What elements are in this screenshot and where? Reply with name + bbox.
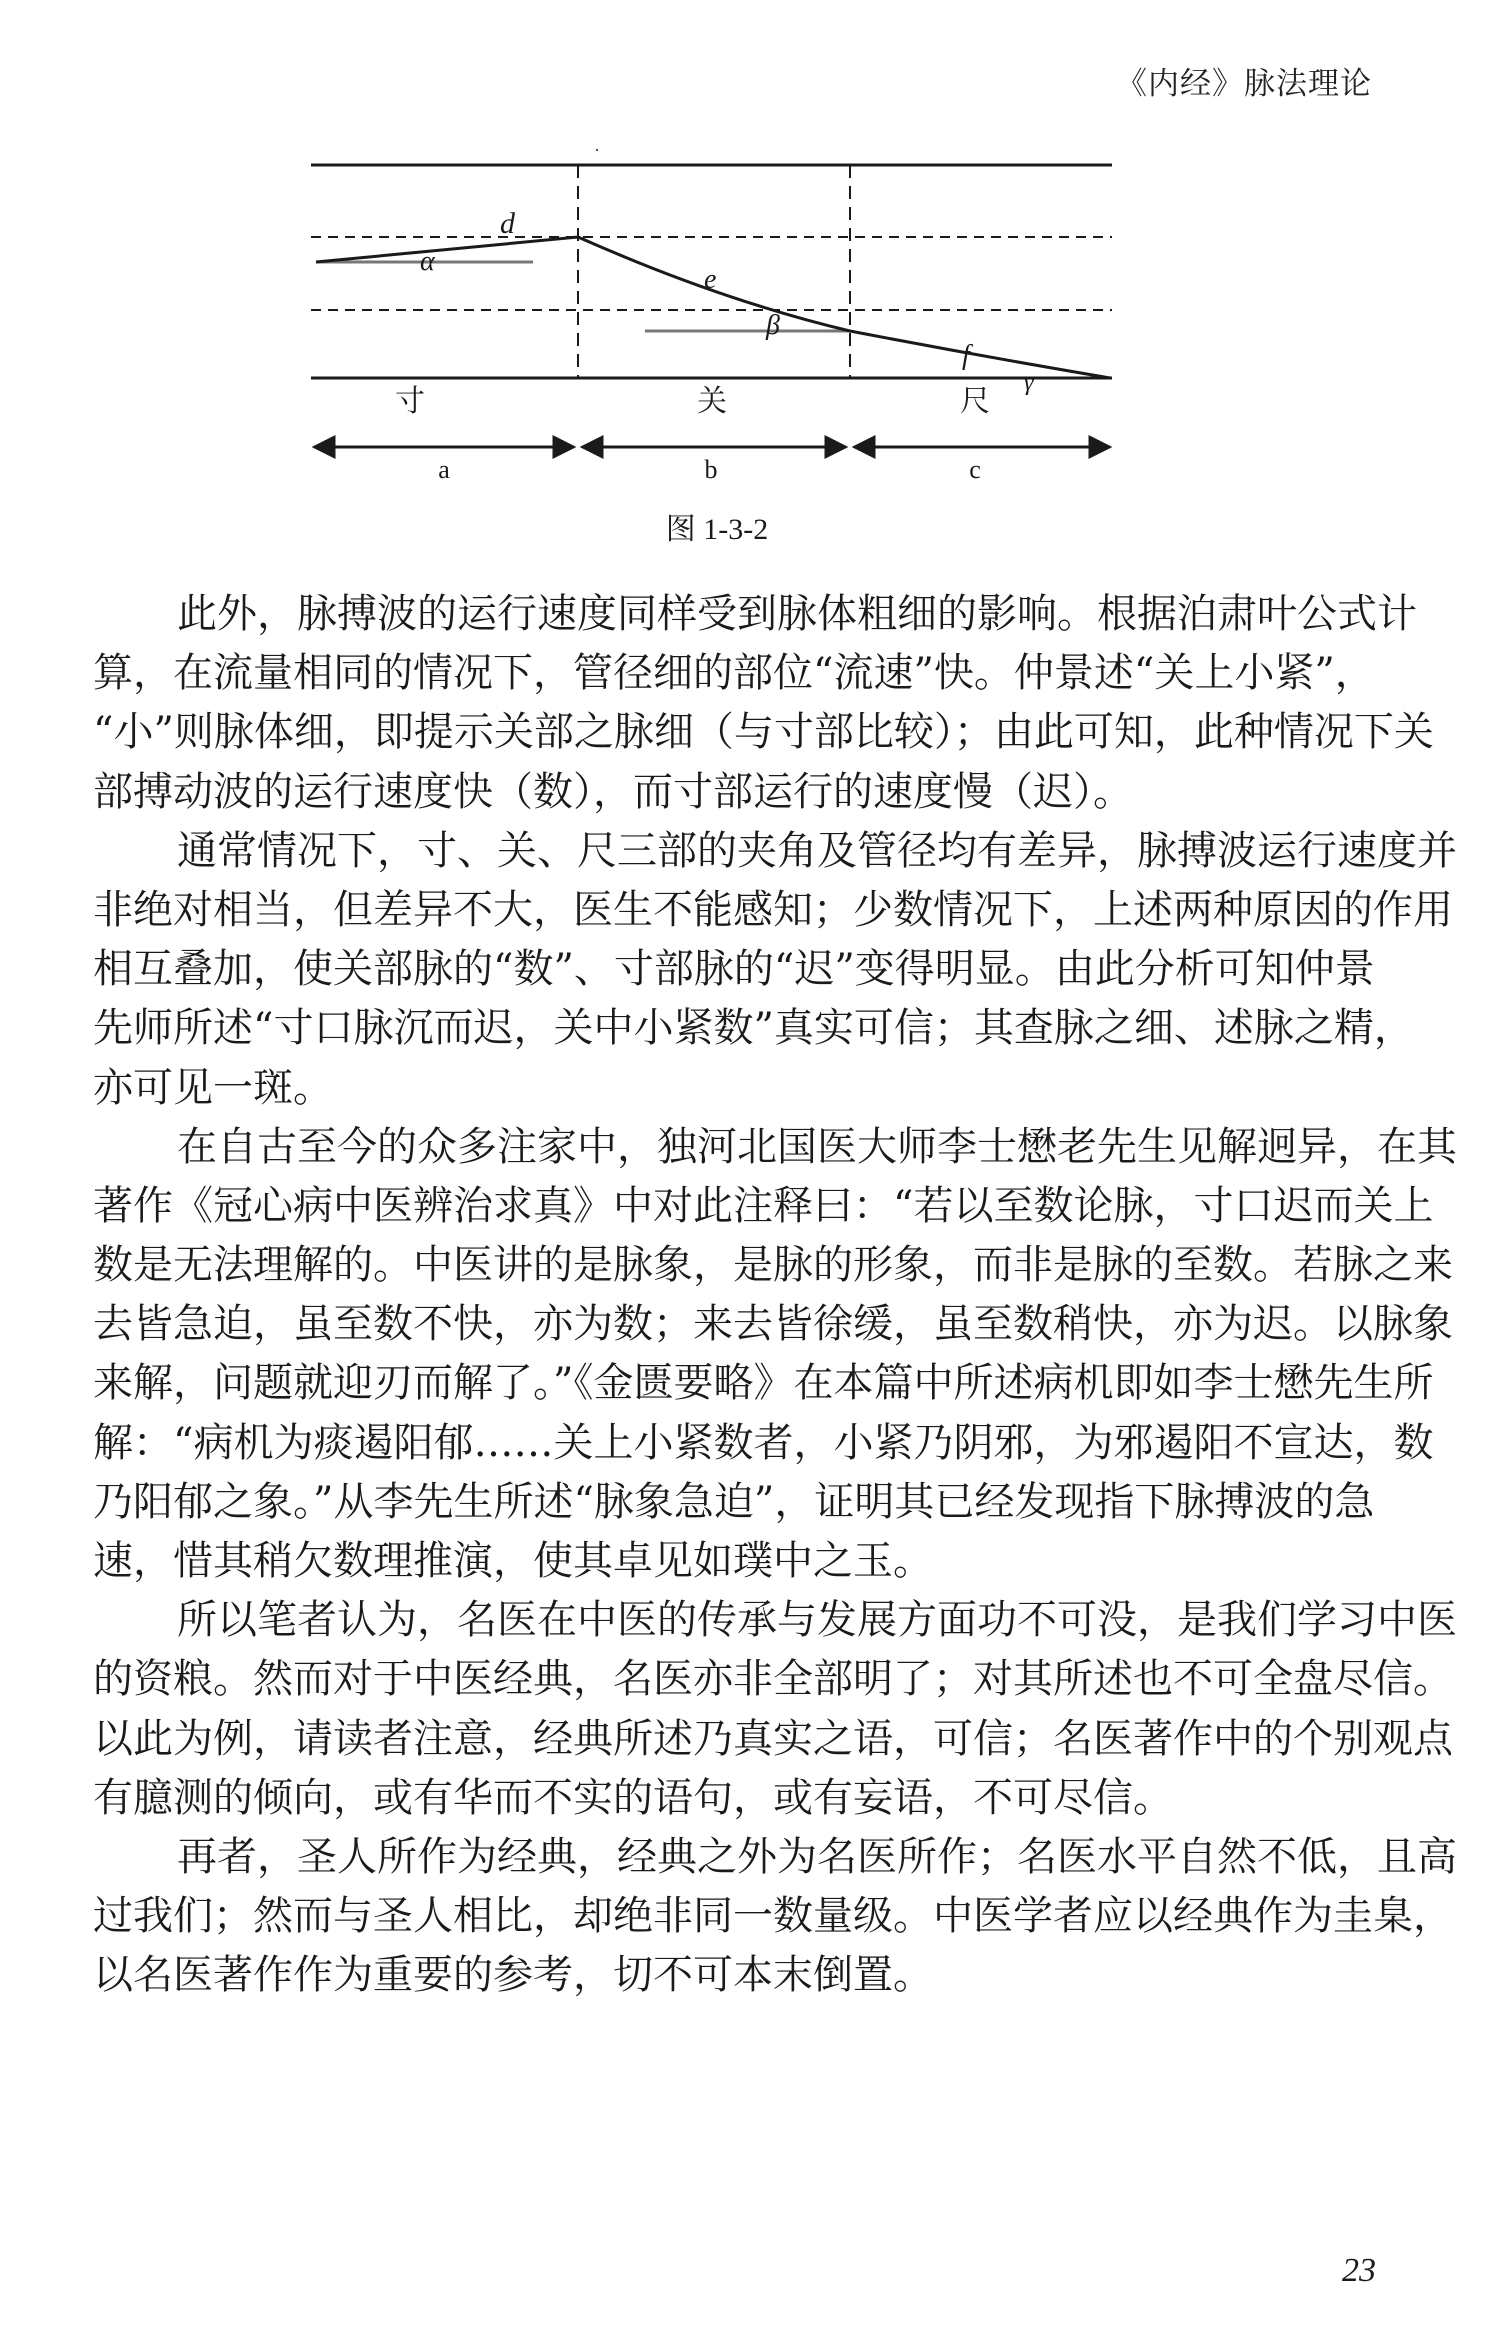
label-e: e	[704, 264, 717, 295]
text-line: 非绝对相当，但差异不大，医生不能感知；少数情况下，上述两种原因的作用	[93, 886, 1453, 933]
text-line: 过我们；然而与圣人相比，却绝非同一数量级。中医学者应以经典作为圭臬，	[93, 1893, 1453, 1940]
pulse-wave-diagram	[0, 0, 1500, 560]
label-beta: β	[766, 310, 780, 341]
paragraph	[93, 822, 1457, 1118]
text-line: 在自古至今的众多注家中，独河北国医大师李士懋老先生见解迥异，在其	[177, 1123, 1457, 1170]
segment-label-a: a	[438, 455, 450, 484]
segment-label-c: c	[969, 455, 981, 484]
text-line: 的资粮。然而对于中医经典，名医亦非全部明了；对其所述也不可全盘尽信。	[93, 1656, 1453, 1703]
text-line: 数是无法理解的。中医讲的是脉象，是脉的形象，而非是脉的至数。若脉之来	[93, 1242, 1453, 1289]
paragraph	[93, 1118, 1457, 1592]
segment-label-b: b	[704, 455, 718, 484]
label-f: f	[962, 340, 970, 371]
label-alpha: α	[420, 246, 435, 277]
text-line: 先师所述“寸口脉沉而迟，关中小紧数”真实可信；其查脉之细、述脉之精，	[93, 1005, 1414, 1052]
text-line: 以名医著作作为重要的参考，切不可本末倒置。	[93, 1952, 933, 1999]
text-line: 乃阳郁之象。”从李先生所述“脉象急迫”，证明其已经发现指下脉搏波的急	[93, 1478, 1375, 1525]
body-text	[93, 585, 1457, 2006]
text-line: 再者，圣人所作为经典，经典之外为名医所作；名医水平自然不低，且高	[177, 1833, 1457, 1880]
page-number: 23	[1342, 2252, 1376, 2289]
region-cun: 寸	[395, 385, 425, 418]
text-line: 有臆测的倾向，或有华而不实的语句，或有妄语，不可尽信。	[93, 1774, 1173, 1821]
text-line: 部搏动波的运行速度快（数），而寸部运行的速度慢（迟）。	[93, 768, 1133, 815]
region-chi: 尺	[960, 385, 990, 418]
text-line: 相互叠加，使关部脉的“数”、寸部脉的“迟”变得明显。由此分析可知仲景	[93, 946, 1375, 993]
text-line: 亦可见一斑。	[93, 1064, 333, 1111]
text-line: 解：“病机为痰遏阳郁……关上小紧数者，小紧乃阴邪，为邪遏阳不宣达，数	[93, 1419, 1434, 1466]
text-line: 所以笔者认为，名医在中医的传承与发展方面功不可没，是我们学习中医	[177, 1597, 1457, 1644]
region-guan: 关	[697, 385, 727, 418]
paragraph	[93, 585, 1434, 822]
text-line: 以此为例，请读者注意，经典所述乃真实之语，可信；名医著作中的个别观点	[93, 1715, 1453, 1762]
paragraph	[93, 1591, 1457, 1828]
text-line: 著作《冠心病中医辨治求真》中对此注释曰：“若以至数论脉，寸口迟而关上	[93, 1182, 1434, 1229]
text-line: 来解，问题就迎刃而解了。”《金匮要略》在本篇中所述病机即如李士懋先生所	[93, 1360, 1434, 1407]
text-line: 算，在流量相同的情况下，管径细的部位“流速”快。仲景述“关上小紧”，	[93, 650, 1375, 697]
text-line: 速，惜其稍欠数理推演，使其卓见如璞中之玉。	[93, 1538, 933, 1584]
label-d: d	[500, 207, 515, 240]
label-gamma: γ	[1024, 370, 1034, 396]
text-line: “小”则脉体细，即提示关部之脉细（与寸部比较）；由此可知，此种情况下关	[93, 709, 1434, 756]
text-line: 此外，脉搏波的运行速度同样受到脉体粗细的影响。根据泊肃叶公式计	[177, 591, 1417, 637]
running-head-title: 《内经》脉法理论	[1116, 66, 1372, 102]
text-line: 通常情况下，寸、关、尺三部的夹角及管径均有差异，脉搏波运行速度并	[177, 827, 1457, 874]
paragraph	[93, 1828, 1457, 2006]
figure-caption: 图 1-3-2	[665, 513, 769, 546]
text-line: 去皆急迫，虽至数不快，亦为数；来去皆徐缓，虽至数稍快，亦为迟。以脉象	[93, 1301, 1453, 1348]
pulse-curve	[316, 237, 1110, 378]
speck	[596, 149, 598, 151]
